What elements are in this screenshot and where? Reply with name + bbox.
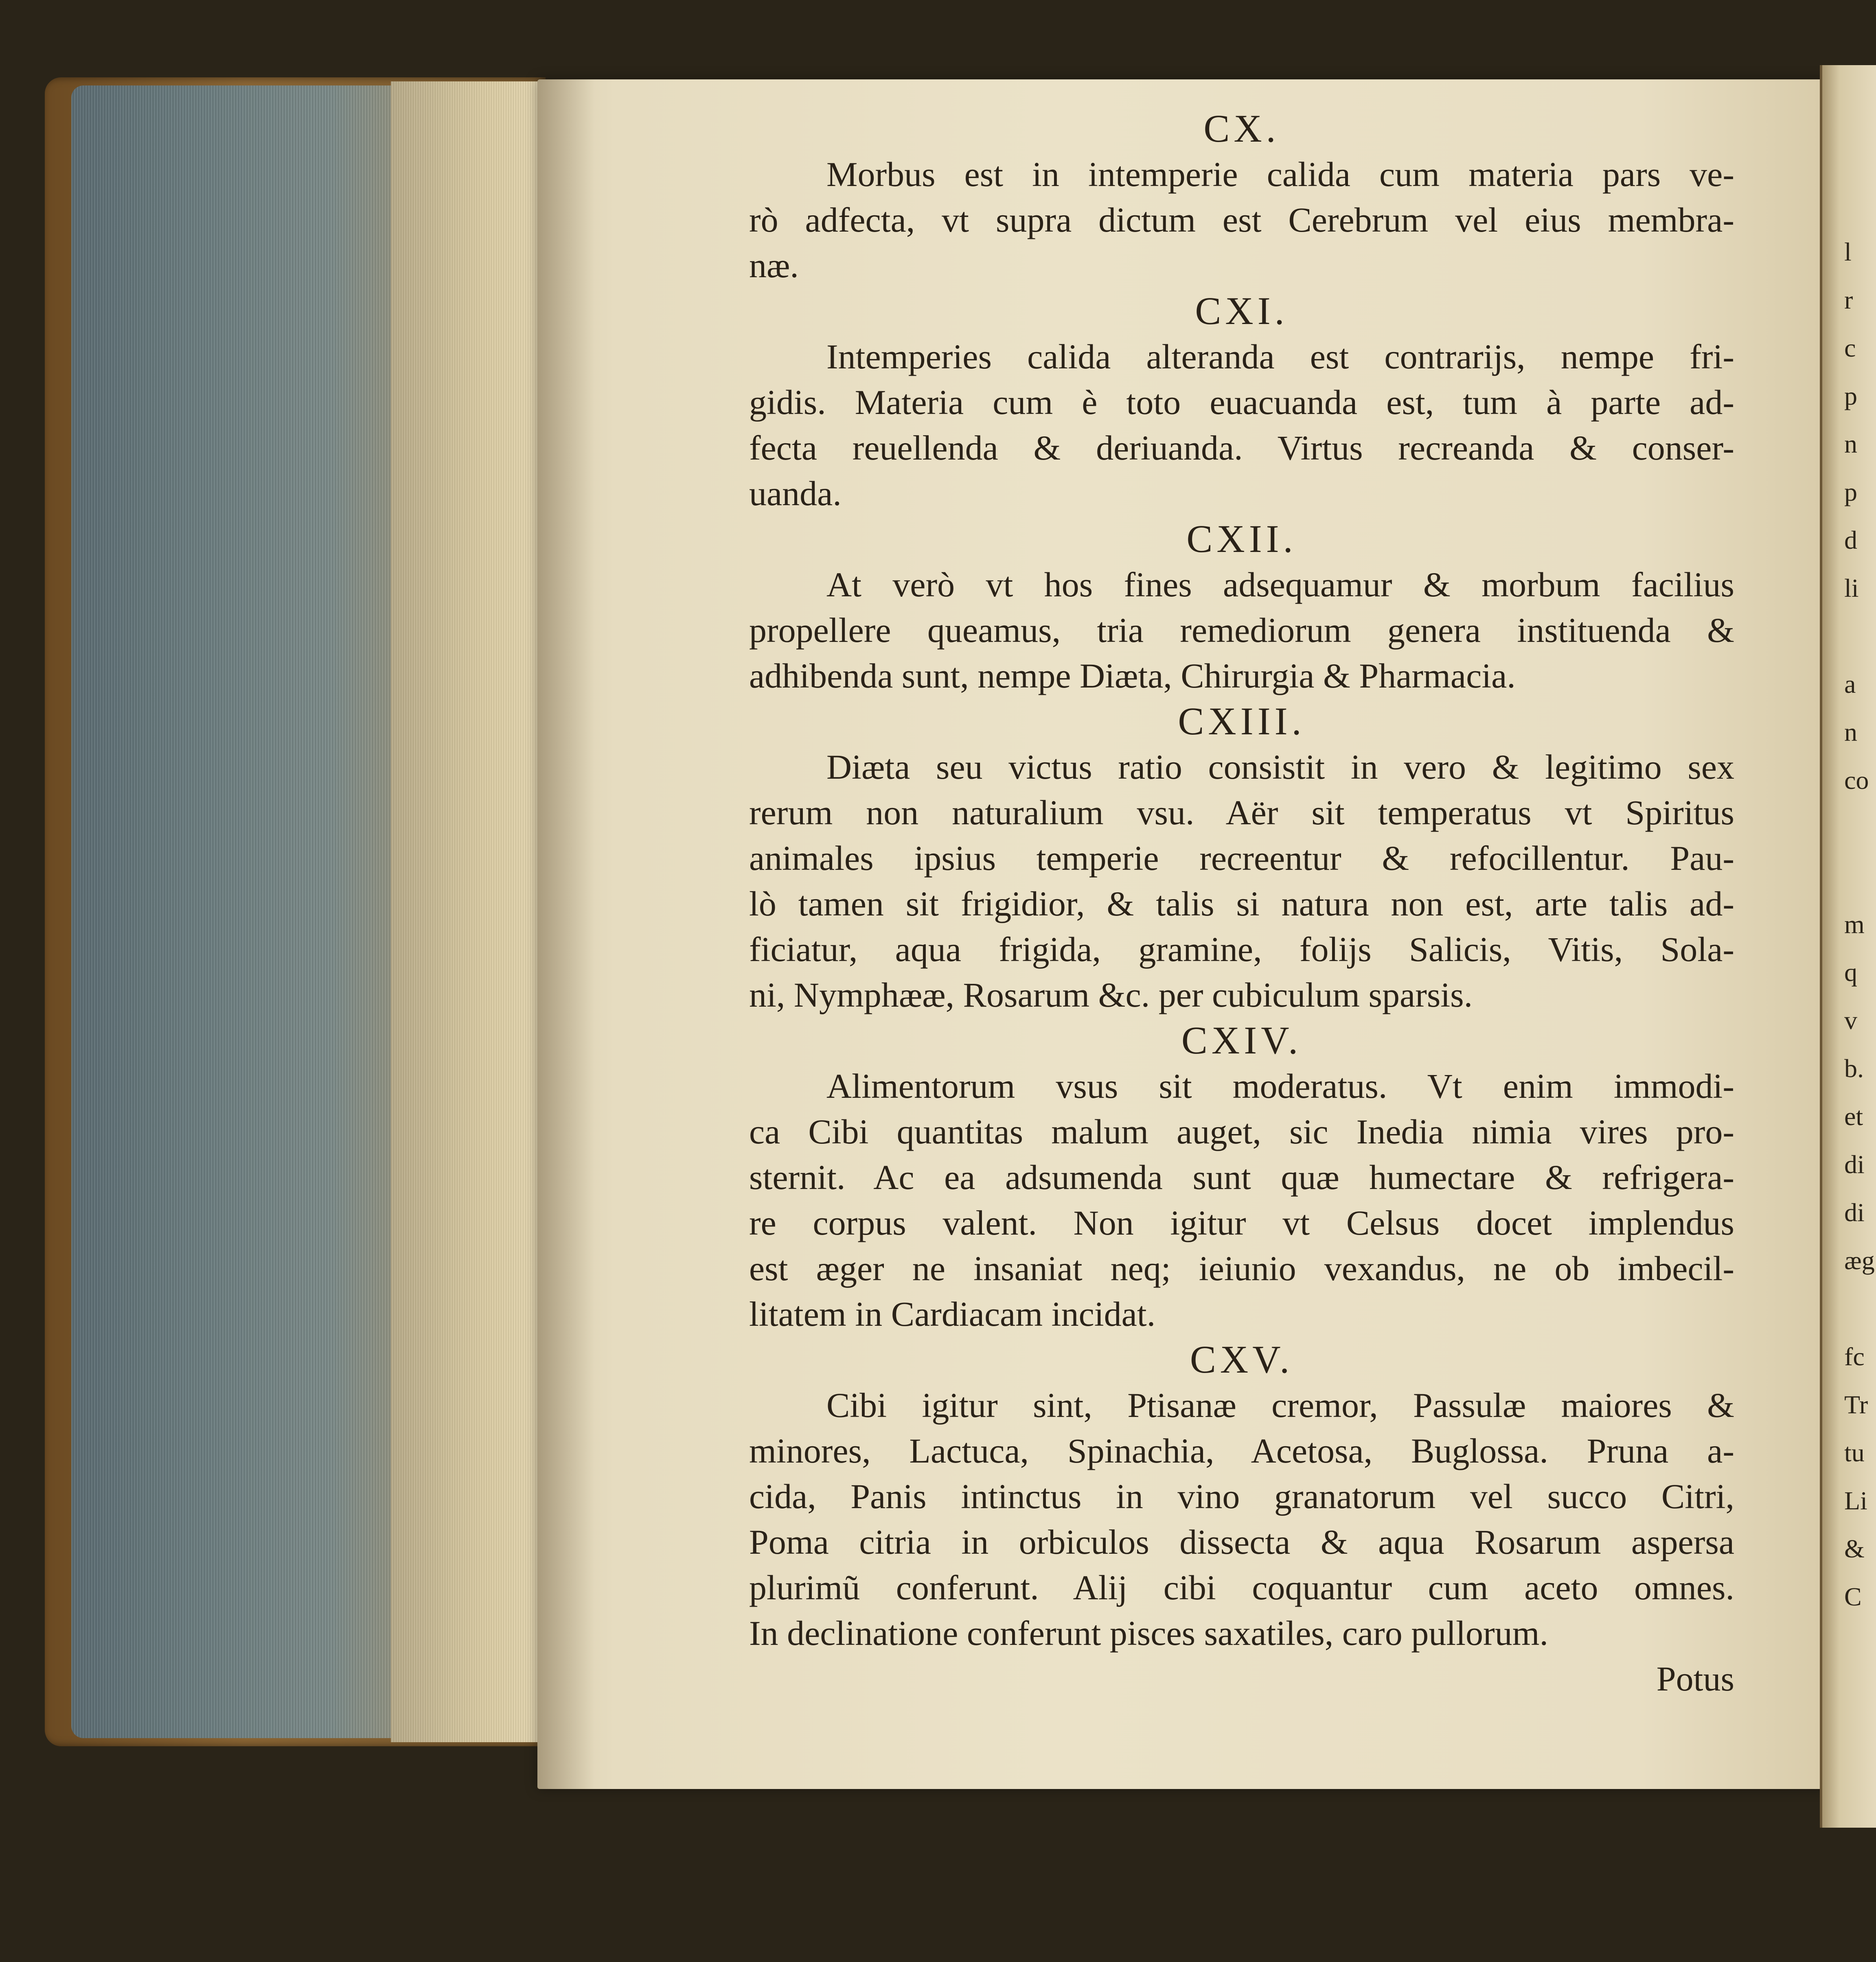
facing-page-fragment: q (1844, 958, 1857, 987)
text-line: cida, Panis intinctus in vino granatorum vel succo Citri, (749, 1477, 1734, 1516)
text-line: minores, Lactuca, Spinachia, Acetosa, Buglossa. Pruna a- (749, 1431, 1734, 1470)
text-line: propellere queamus, tria remediorum genera instituenda & (749, 611, 1734, 650)
text-line: ficiatur, aqua frigida, gramine, folijs Salicis, Vitis, Sola- (749, 930, 1734, 969)
text-line: uanda. (749, 474, 842, 513)
text-line: Poma citria in orbiculos dissecta & aqua Rosarum aspersa (749, 1522, 1734, 1561)
section-heading: CX. (1203, 107, 1280, 150)
text-line: gidis. Materia cum è toto euacuanda est, tum à parte ad- (749, 383, 1734, 422)
facing-page-fragment: a (1844, 670, 1856, 699)
facing-page-fragment: d (1844, 526, 1857, 554)
text-line: plurimũ conferunt. Alij cibi coquantur cum aceto omnes. (749, 1568, 1734, 1607)
facing-page-fragment: v (1844, 1006, 1857, 1035)
text-line: In declinatione conferunt pisces saxatiles, caro pullorum. (749, 1614, 1549, 1653)
page-edges-light (391, 81, 546, 1742)
facing-page-fragment: & (1844, 1534, 1865, 1563)
facing-page-fragment: C (1844, 1582, 1862, 1611)
facing-page-fragment: di (1844, 1150, 1865, 1179)
section-heading: CXV. (1190, 1338, 1294, 1381)
facing-page-fragment (1844, 804, 1876, 852)
text-line: Intemperies calida alteranda est contrarijs, nempe fri- (826, 337, 1734, 376)
facing-page-fragment: et (1844, 1102, 1863, 1131)
text-line: Alimentorum vsus sit moderatus. Vt enim immodi- (826, 1066, 1734, 1106)
text-line: rerum non naturalium vsu. Aër sit temperatus vt Spiritus (749, 793, 1734, 832)
facing-page-fragment: l (1844, 237, 1852, 266)
facing-page-fragment: n (1844, 429, 1857, 458)
text-line: ni, Nymphææ, Rosarum &c. per cubiculum sparsis. (749, 975, 1473, 1014)
text-line: Cibi igitur sint, Ptisanæ cremor, Passulæ maiores & (826, 1386, 1734, 1425)
facing-page-fragment: c (1844, 333, 1856, 362)
facing-page-fragment: co (1844, 766, 1869, 795)
text-line: sternit. Ac ea adsumenda sunt quæ humectare & refrigera- (749, 1158, 1734, 1197)
facing-page-fragment: b. (1844, 1054, 1864, 1083)
text-line: est æger ne insaniat neq; ieiunio vexandus, ne ob imbecil- (749, 1249, 1734, 1288)
gutter-shadow (537, 79, 594, 1789)
text-line: ca Cibi quantitas malum auget, sic Inedia nimia vires pro- (749, 1112, 1734, 1151)
text-line: rò adfecta, vt supra dictum est Cerebrum vel eius membra- (749, 200, 1734, 239)
facing-page-fragment: p (1844, 477, 1857, 506)
text-line: fecta reuellenda & deriuanda. Virtus recreanda & conser- (749, 428, 1734, 467)
facing-page-fragment: tu (1844, 1438, 1865, 1467)
facing-page-fragment: Li (1844, 1486, 1867, 1515)
facing-page-text (1844, 228, 1876, 1621)
text-line: litatem in Cardiacam incidat. (749, 1294, 1156, 1334)
facing-page-fragment: fc (1844, 1342, 1865, 1371)
facing-page-fragment: p (1844, 381, 1857, 410)
page-text (749, 106, 1734, 1701)
facing-page-fragment: n (1844, 718, 1857, 747)
text-line: animales ipsius temperie recreentur & refocillentur. Pau- (749, 839, 1734, 878)
facing-page-fragment: r (1844, 285, 1853, 314)
text-line: Diæta seu victus ratio consistit in vero & legitimo sex (826, 747, 1734, 786)
text-line: næ. (749, 246, 799, 285)
facing-page-fragment: Tr (1844, 1390, 1868, 1419)
text-line: At verò vt hos fines adsequamur & morbum facilius (826, 565, 1734, 604)
text-line: re corpus valent. Non igitur vt Celsus docet implendus (749, 1203, 1734, 1242)
facing-page-fragment (1844, 612, 1876, 660)
text-line: Morbus est in intemperie calida cum materia pars ve- (826, 155, 1734, 194)
section-heading: CXII. (1186, 517, 1297, 561)
facing-page-fragment (1844, 852, 1876, 900)
section-heading: CXI. (1195, 289, 1289, 333)
facing-page-fragment: di (1844, 1198, 1865, 1227)
facing-page-fragment: li (1844, 574, 1859, 602)
catchword: Potus (1656, 1659, 1734, 1698)
text-line: lò tamen sit frigidior, & talis si natura non est, arte talis ad- (749, 884, 1734, 923)
facing-page-fragment (1844, 1285, 1876, 1333)
facing-page-fragment: æg (1844, 1246, 1875, 1275)
section-heading: CXIV. (1181, 1018, 1302, 1062)
section-heading: CXIII. (1178, 699, 1306, 743)
text-line: adhibenda sunt, nempe Diæta, Chirurgia & Pharmacia. (749, 656, 1516, 695)
facing-page-fragment: m (1844, 910, 1865, 939)
